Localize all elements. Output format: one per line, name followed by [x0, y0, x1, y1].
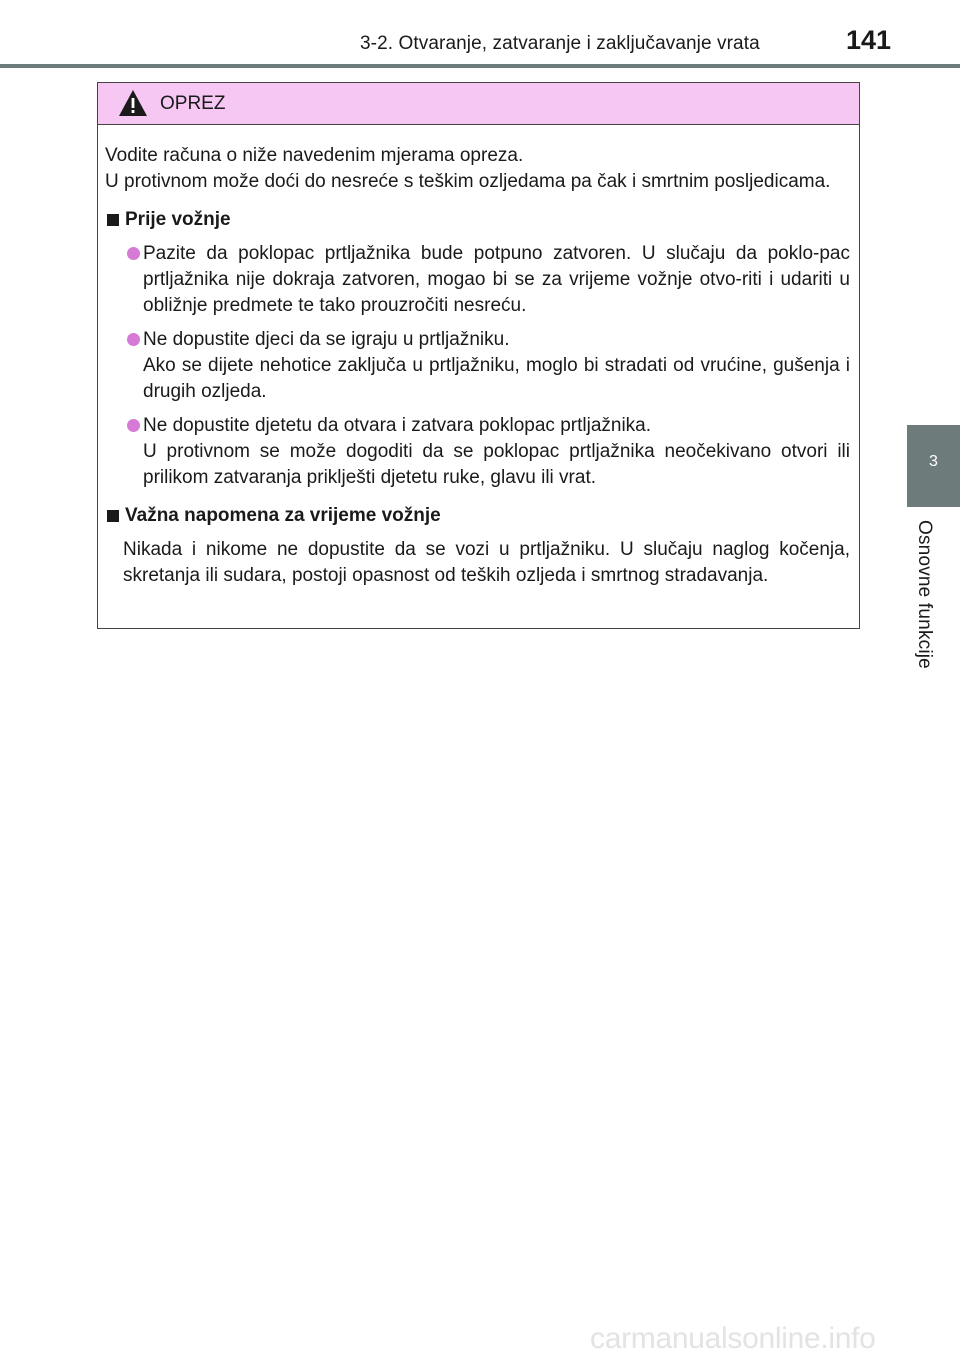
section-heading-driving-note — [105, 503, 850, 529]
list-item-text: Ako se dijete nehotice zaključa u prtljažniku, moglo bi stradati od vrućine, gušenja i drugih ozljeda. — [143, 355, 850, 402]
chapter-title: Osnovne funkcije — [914, 520, 935, 669]
warning-triangle-icon — [118, 89, 148, 117]
bullet-dot-icon — [127, 247, 140, 260]
chapter-tab — [907, 425, 960, 507]
page-number: 141 — [846, 25, 892, 55]
list-item-text: Ne dopustite djeci da se igraju u prtljažniku. — [143, 329, 510, 350]
caution-header — [98, 83, 859, 125]
caution-box — [97, 82, 860, 629]
square-bullet-icon — [107, 510, 119, 522]
section-title: 3-2. Otvaranje, zatvaranje i zaključavanje vrata — [360, 33, 760, 54]
caution-intro — [105, 143, 850, 195]
list-item — [105, 241, 850, 319]
chapter-number: 3 — [929, 453, 938, 470]
caution-intro-line-1: Vodite računa o niže navedenim mjerama opreza. — [105, 145, 524, 166]
caution-body — [105, 143, 850, 589]
list-item-text: Ne dopustite djetetu da otvara i zatvara poklopac prtljažnika. — [143, 415, 652, 436]
list-item-text: Pazite da poklopac prtljažnika bude potpuno zatvoren. U slučaju da poklo-pac prtljažnika nije dokraja zatvoren, mogao bi se za vrijeme vožnje otvo-riti i udariti u obližnje predmete te tako prouzročiti nesreću. — [143, 243, 850, 316]
square-bullet-icon — [107, 214, 119, 226]
page-header — [0, 0, 960, 68]
list-item — [105, 327, 850, 405]
section-paragraph: Nikada i nikome ne dopustite da se vozi u prtljažniku. U slučaju naglog kočenja, skretanja ili sudara, postoji opasnost od teških ozljeda i smrtnog stradavanja. — [123, 539, 850, 586]
section-heading-text: Prije vožnje — [125, 209, 231, 230]
caution-title: OPREZ — [160, 93, 226, 114]
watermark: carmanualsonline.info — [590, 1322, 876, 1355]
bullet-dot-icon — [127, 419, 140, 432]
caution-intro-line-2: U protivnom može doći do nesreće s teškim ozljedama pa čak i smrtnim posljedicama. — [105, 171, 831, 192]
list-item-text: U protivnom se može dogoditi da se poklopac prtljažnika neočekivano otvori ili prilikom zatvaranja priklješti djetetu ruke, glavu ili vrat. — [143, 441, 850, 488]
bullet-dot-icon — [127, 333, 140, 346]
section-heading-before-driving — [105, 207, 850, 233]
header-divider — [0, 64, 960, 68]
list-item — [105, 413, 850, 491]
section-heading-text: Važna napomena za vrijeme vožnje — [125, 505, 441, 526]
